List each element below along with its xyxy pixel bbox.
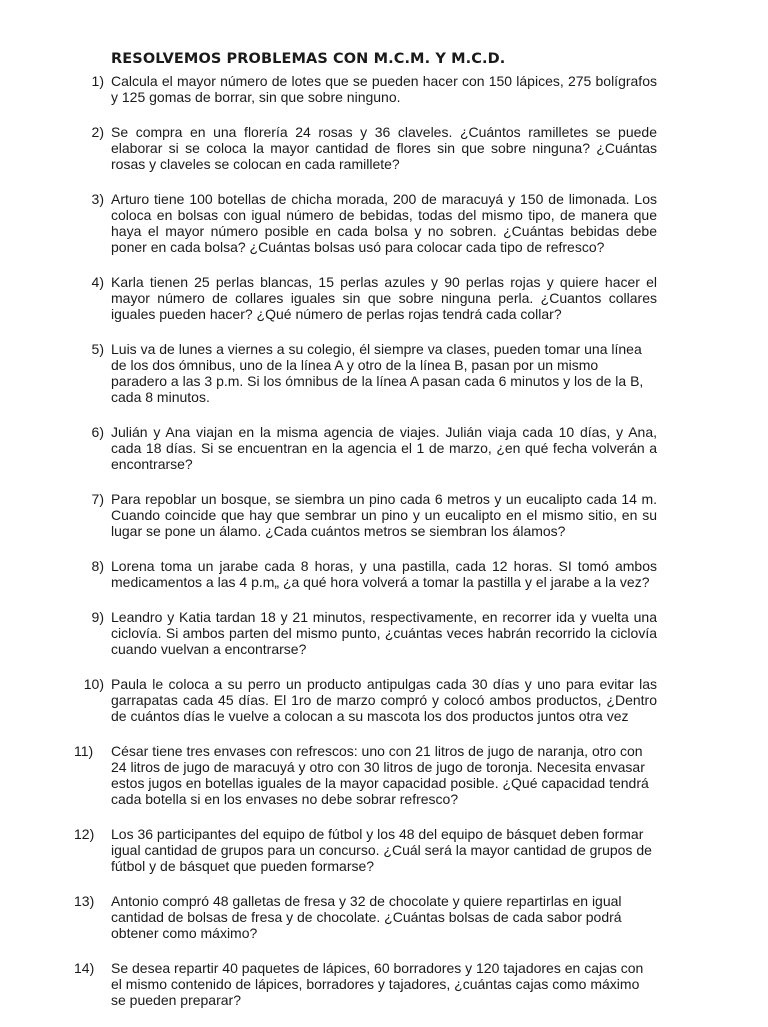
problem-text: Paula le coloca a su perro un producto antipulgas cada 30 días y uno para evitar las garrapatas cada 45 días. El 1ro de marzo compró y colocó ambos productos, ¿Dentro de cuántos días le vuelve a colocan a su mascota los dos productos juntos otra vez	[111, 676, 657, 724]
problem-item	[0, 558, 768, 590]
problem-text: Calcula el mayor número de lotes que se pueden hacer con 150 lápices, 275 bolígrafos y 125 gomas de borrar, sin que sobre ninguno.	[111, 73, 657, 105]
problem-number: 9)	[91, 609, 104, 625]
problem-number: 8)	[91, 558, 104, 574]
problem-number: 10)	[83, 676, 104, 692]
problem-number: 3)	[91, 191, 104, 207]
problem-item	[0, 424, 768, 472]
problem-text: Para repoblar un bosque, se siembra un pino cada 6 metros y un eucalipto cada 14 m. Cuando coincide que hay que sembrar un pino y un eucalipto en el mismo sitio, en su lugar se pone un álamo. ¿Cada cuántos metros se siembran los álamos?	[111, 491, 657, 539]
problem-item	[0, 743, 768, 807]
problem-item	[0, 191, 768, 255]
problem-list	[0, 73, 768, 1027]
problem-text: Arturo tiene 100 botellas de chicha morada, 200 de maracuyá y 150 de limonada. Los coloca en bolsas con igual número de bebidas, todas del mismo tipo, de manera que haya el mayor número posible en cada bolsa y no sobren. ¿Cuántas bebidas debe poner en cada bolsa? ¿Cuántas bolsas usó para colocar cada tipo de refresco?	[111, 191, 657, 255]
problem-number: 6)	[91, 424, 104, 440]
problem-item	[0, 676, 768, 724]
problem-item	[0, 274, 768, 322]
problem-text: Los 36 participantes del equipo de fútbol y los 48 del equipo de básquet deben formar igual cantidad de grupos para un concurso. ¿Cuál será la mayor cantidad de grupos de fútbol y de básquet que pueden formarse?	[111, 826, 652, 874]
problem-number: 14)	[74, 960, 95, 976]
worksheet-title: RESOLVEMOS PROBLEMAS CON M.C.M. Y M.C.D.	[111, 51, 506, 67]
problem-item	[0, 960, 768, 1008]
problem-item	[0, 609, 768, 657]
problem-number: 11)	[74, 743, 94, 759]
problem-text: Lorena toma un jarabe cada 8 horas, y una pastilla, cada 12 horas. SI tomó ambos medicamentos a las 4 p.m„ ¿a qué hora volverá a tomar la pastilla y el jarabe a la vez?	[111, 558, 657, 590]
problem-number: 2)	[91, 124, 104, 140]
problem-text: Julián y Ana viajan en la misma agencia de viajes. Julián viaja cada 10 días, y Ana, cada 18 días. Si se encuentran en la agencia el 1 de marzo, ¿en qué fecha volverán a encontrarse?	[111, 424, 657, 472]
problem-item	[0, 73, 768, 105]
problem-item	[0, 341, 768, 405]
problem-item	[0, 826, 768, 874]
problem-number: 1)	[91, 73, 104, 89]
problem-text: Antonio compró 48 galletas de fresa y 32 de chocolate y quiere repartirlas en igual cantidad de bolsas de fresa y de chocolate. ¿Cuántas bolsas de cada sabor podrá obtener como máximo?	[111, 893, 622, 941]
problem-text: Se compra en una florería 24 rosas y 36 claveles. ¿Cuántos ramilletes se puede elaborar si se coloca la mayor cantidad de flores sin que sobre ninguna? ¿Cuántas rosas y claveles se colocan en cada ramillete?	[111, 124, 657, 172]
problem-item	[0, 124, 768, 172]
problem-number: 7)	[91, 491, 104, 507]
problem-number: 12)	[74, 826, 95, 842]
problem-text: Se desea repartir 40 paquetes de lápices, 60 borradores y 120 tajadores en cajas con el mismo contenido de lápices, borradores y tajadores, ¿cuántas cajas como máximo se pueden preparar?	[111, 960, 644, 1008]
problem-item	[0, 893, 768, 941]
problem-number: 4)	[91, 274, 104, 290]
problem-number: 5)	[91, 341, 104, 357]
problem-text: Leandro y Katia tardan 18 y 21 minutos, respectivamente, en recorrer ida y vuelta una ciclovía. Si ambos parten del mismo punto, ¿cuántas veces habrán recorrido la ciclovía cuando vuelvan a encontrarse?	[111, 609, 657, 657]
problem-text: Karla tienen 25 perlas blancas, 15 perlas azules y 90 perlas rojas y quiere hacer el mayor número de collares iguales sin que sobre ninguna perla. ¿Cuantos collares iguales pueden hacer? ¿Qué número de perlas rojas tendrá cada collar?	[111, 274, 657, 322]
problem-number: 13)	[74, 893, 95, 909]
problem-text: Luis va de lunes a viernes a su colegio, él siempre va clases, pueden tomar una línea de los dos ómnibus, uno de la línea A y otro de la línea B, pasan por un mismo paradero a las 3 p.m. Si los ómnibus de la línea A pasan cada 6 minutos y los de la B, cada 8 minutos.	[111, 341, 644, 405]
problem-item	[0, 491, 768, 539]
problem-text: César tiene tres envases con refrescos: uno con 21 litros de jugo de naranja, otro con 24 litros de jugo de maracuyá y otro con 30 litros de jugo de toronja. Necesita envasar estos jugos en botellas iguales de la mayor capacidad posible. ¿Qué capacidad tendrá cada botella si en los envases no debe sobrar refresco?	[111, 743, 649, 807]
